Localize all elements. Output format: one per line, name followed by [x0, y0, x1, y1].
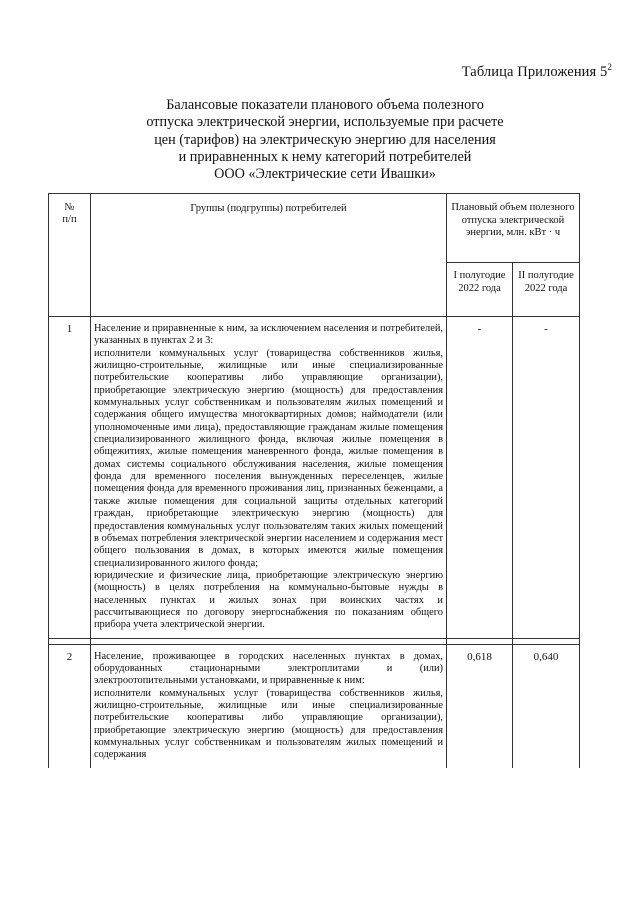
row-paragraph: исполнители коммунальных услуг (товарищества собственников жилья, жилищно-строительные, жилищные или иные специализированные потребительские кооперативы либо управляющие организации), приобретающие электрическую энергию (мощность) для предоставления коммунальных услуг собственникам и пользователям жилых помещений и содержания — [94, 687, 443, 761]
row-half1-value: 0,618 — [447, 644, 513, 768]
header-half1 — [447, 263, 513, 317]
document-title — [90, 97, 560, 183]
table-caption-text: Таблица Приложения 5 — [461, 64, 608, 80]
title-line: Балансовые показатели планового объема полезного — [166, 97, 484, 113]
row-groups — [91, 644, 447, 768]
header-groups: Группы (подгруппы) потребителей — [91, 194, 447, 317]
header-half1-text: I полугодие 2022 года — [453, 270, 506, 294]
row-paragraph: Население и приравненные к ним, за исключением населения и потребителей, указанных в пунктах 2 и 3: — [94, 323, 443, 347]
row-number: 2 — [49, 644, 91, 768]
title-line: отпуска электрической энергии, используемые при расчете — [146, 114, 504, 131]
table-caption-superscript: 2 — [607, 62, 612, 72]
row-number: 1 — [49, 317, 91, 639]
row-half2-value: 0,640 — [513, 644, 580, 768]
header-half2 — [513, 263, 580, 317]
row-paragraph: юридические и физические лица, приобретающие электрическую энергию (мощность) в целях потребления на коммунально-бытовые нужды в населенных пунктах и жилых зонах при воинских частях и рассчитывающиеся по договору энергоснабжения по показаниям общего прибора учета электрической энергии. — [94, 569, 443, 631]
balance-table — [48, 193, 580, 768]
table-row — [49, 644, 580, 768]
row-groups — [91, 317, 447, 639]
row-paragraph: исполнители коммунальных услуг (товарищества собственников жилья, жилищно-строительные, жилищные или иные специализированные потребительские кооперативы либо управляющие организации), приобретающие электрическую энергию (мощность) для предоставления коммунальных услуг собственникам и пользователям жилых помещений и содержания общего имущества многоквартирных домов; наймодатели (или уполномоченные ими лица), предоставляющие гражданам жилые помещения специализированного жилищного фонда, включая жилые помещения в общежитиях, жилые помещения маневренного фонда, жилые помещения в домах системы социального обслуживания населения, жилые помещения фонда для временного поселения вынужденных переселенцев, жилые помещения фонда для временного проживания лиц, признанных беженцами, а также жилые помещения для социальной защиты отдельных категорий граждан, приобретающие электрическую энергию (мощность) для предоставления коммунальных услуг пользователям таких жилых помещений в объемах потребления электрической энергии населением и содержания мест общего пользования в домах, в которых имеются жилые помещения специализированного жилого фонда; — [94, 347, 443, 569]
table-row — [49, 317, 580, 639]
header-number: № п/п — [49, 194, 91, 317]
header-row — [49, 194, 580, 263]
table-caption — [462, 62, 612, 81]
title-line: и приравненных к нему категорий потребителей — [178, 148, 472, 165]
title-line: ООО «Электрические сети Ивашки» — [214, 166, 436, 183]
row-half1-value: - — [447, 317, 513, 639]
header-volume: Плановый объем полезного отпуска электрической энергии, млн. кВт · ч — [447, 194, 580, 263]
row-half2-value: - — [513, 317, 580, 639]
header-half2-text: II полугодие 2022 года — [518, 270, 574, 294]
row-paragraph: Население, проживающее в городских населенных пунктах в домах, оборудованных стационарными электроплитами и (или) электроотопительными установками, и приравненные к ним: — [94, 650, 443, 687]
title-line: цен (тарифов) на электрическую энергию для населения — [154, 131, 496, 148]
